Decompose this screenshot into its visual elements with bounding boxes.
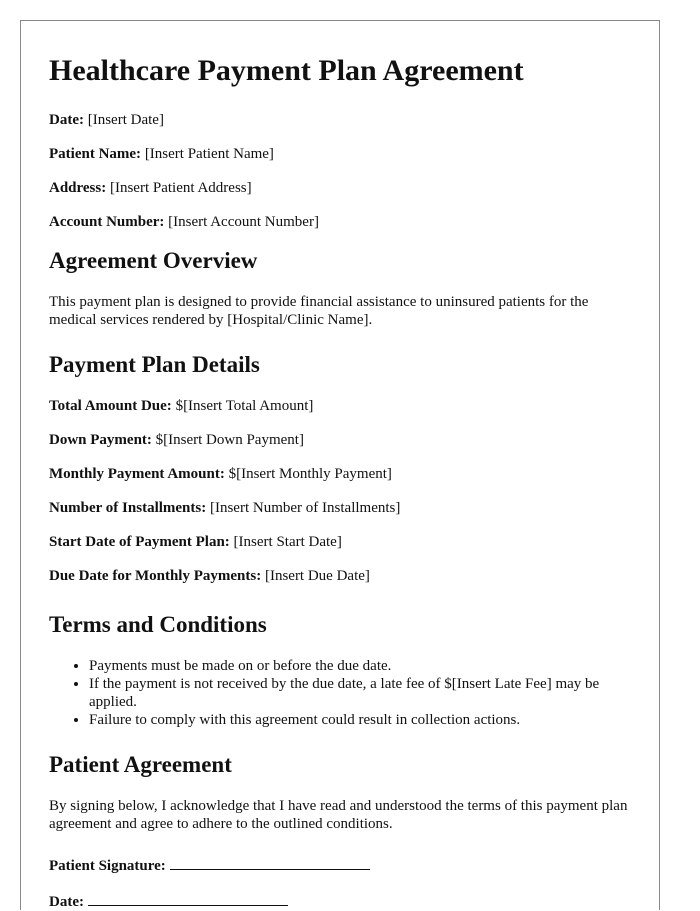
field-label: Total Amount Due: (49, 398, 172, 414)
field-label: Address: (49, 180, 107, 196)
field-label: Date: (49, 112, 84, 128)
terms-heading: Terms and Conditions (49, 612, 267, 637)
installments-field (49, 499, 631, 517)
signature-date-field (49, 891, 631, 911)
field-value: $[Insert Monthly Payment] (228, 466, 392, 482)
monthly-payment-field (49, 465, 631, 483)
date-field (49, 111, 631, 129)
document-content (21, 21, 659, 911)
field-value: [Insert Number of Installments] (209, 500, 401, 516)
overview-heading: Agreement Overview (49, 248, 258, 273)
field-value: $[Insert Down Payment] (155, 432, 304, 448)
field-value: [Insert Due Date] (264, 568, 370, 584)
field-label: Down Payment: (49, 432, 152, 448)
signature-line[interactable] (170, 855, 370, 870)
patient-agreement-heading: Patient Agreement (49, 752, 232, 777)
field-label: Monthly Payment Amount: (49, 466, 225, 482)
overview-text: This payment plan is designed to provide financial assistance to uninsured patients for the medical services rendered by [Hospital/Clinic Name]. (49, 294, 589, 328)
patient-agreement-text: By signing below, I acknowledge that I have read and understood the terms of this payment plan agreement and agree to adhere to the outlined conditions. (49, 798, 628, 832)
field-label: Number of Installments: (49, 500, 207, 516)
patient-name-field (49, 145, 631, 163)
list-item: • Failure to comply with this agreement could result in collection actions. (89, 711, 631, 729)
address-field (49, 179, 631, 197)
details-heading: Payment Plan Details (49, 352, 260, 377)
start-date-field (49, 533, 631, 551)
total-amount-field (49, 397, 631, 415)
terms-list (49, 657, 631, 729)
account-number-field (49, 213, 631, 231)
field-value: [Insert Patient Address] (109, 180, 252, 196)
field-value: $[Insert Total Amount] (175, 398, 314, 414)
header-fields (49, 111, 631, 231)
field-label: Patient Name: (49, 146, 142, 162)
field-label: Due Date for Monthly Payments: (49, 568, 262, 584)
signature-date-line[interactable] (88, 891, 288, 906)
document-page (20, 20, 660, 910)
field-label: Start Date of Payment Plan: (49, 534, 230, 550)
signature-field (49, 855, 631, 875)
field-label: Account Number: (49, 214, 165, 230)
list-item: • If the payment is not received by the due date, a late fee of $[Insert Late Fee] may be applied. (89, 675, 631, 711)
due-date-field (49, 567, 631, 585)
document-title: Healthcare Payment Plan Agreement (49, 54, 524, 87)
field-value: [Insert Start Date] (233, 534, 342, 550)
field-value: [Insert Patient Name] (144, 146, 274, 162)
field-value: [Insert Account Number] (168, 214, 319, 230)
details-fields (49, 397, 631, 585)
field-value: [Insert Date] (87, 112, 164, 128)
list-item: • Payments must be made on or before the due date. (89, 657, 631, 675)
signature-date-label: Date: (49, 894, 84, 910)
signature-label: Patient Signature: (49, 858, 166, 874)
down-payment-field (49, 431, 631, 449)
